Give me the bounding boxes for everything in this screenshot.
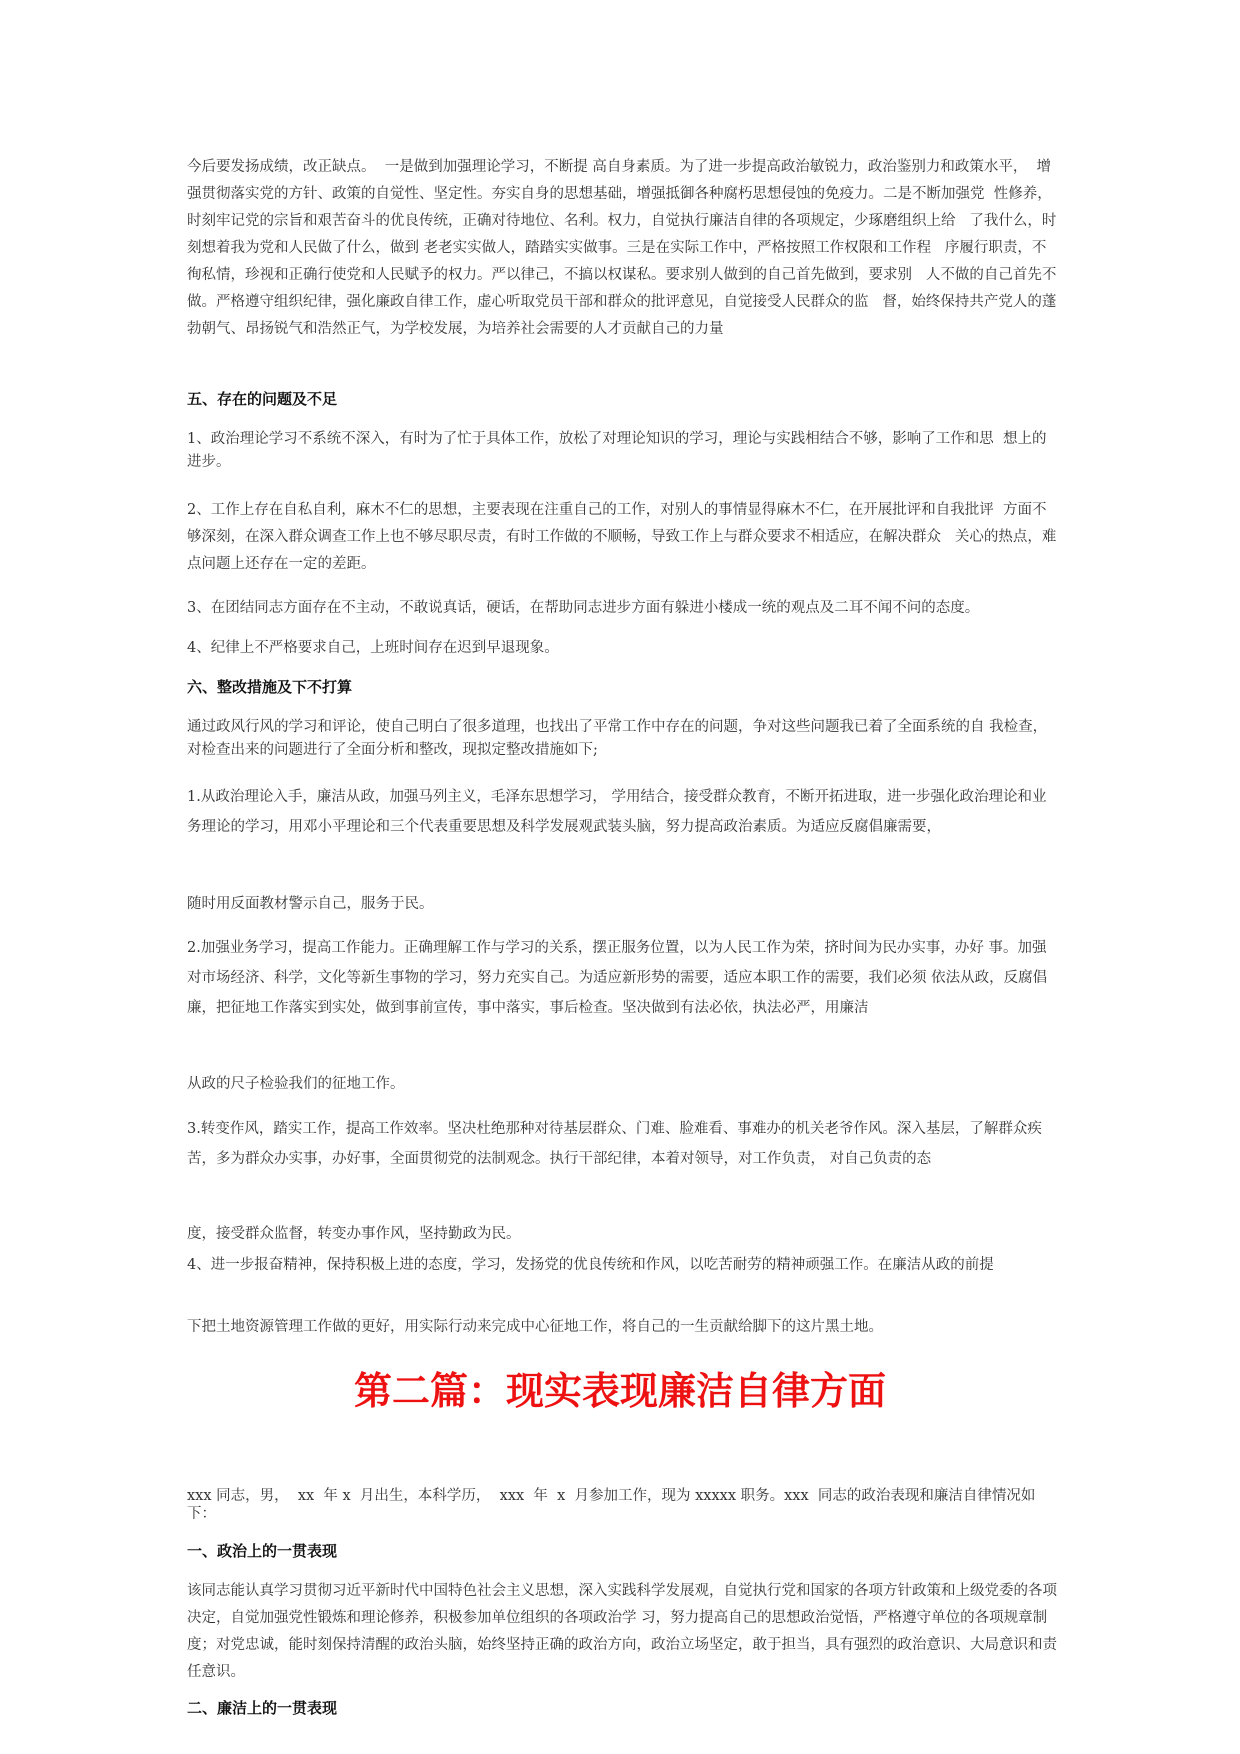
problem-item-1: 1、政治理论学习不系统不深入，有时为了忙于具体工作，放松了对理论知识的学习，理论与实践相结合不够，影响了工作和思 想上的进步。	[187, 431, 1047, 470]
political-performance-body: 该同志能认真学习贯彻习近平新时代中国特色社会主义思想，深入实践科学发展观，自觉执行党和国家的各项方针政策和上级党委的各项决定，自觉加强党性锻炼和理论修养，积极参加单位组织的各项政治学 习，努力提高自己的思想政治觉悟，严格遵守单位的各项规章制度；对党忠诚，能时刻保持清醒的政治头脑，始终坚持正确的政治方向，政治立场坚定，敢于担当，具有强烈的政治意识、大局意识和责任意识。	[187, 1583, 1057, 1680]
measure-4-continued: 下把土地资源管理工作做的更好，用实际行动来完成中心征地工作，将自己的一生贡献给脚下的这片黑土地。	[187, 1319, 883, 1335]
heading-problems: 五、存在的问题及不足	[187, 390, 338, 408]
problem-item-2: 2、工作上存在自私自利，麻木不仁的思想，主要表现在注重自己的工作，对别人的事情显得麻木不仁，在开展批评和自我批评 方面不够深刻，在深入群众调查工作上也不够尽职尽责，有时工作做的不顺畅，导致工作上与群众要求不相适应，在解决群众 关心的热点，难点问题上还存在一定的差距。	[187, 502, 1057, 572]
part-two-intro: xxx 同志，男， xx 年 x 月出生，本科学历， xxx 年 x 月参加工作，现为 xxxxx 职务。xxx 同志的政治表现和廉洁自律情况如下：	[187, 1488, 1036, 1522]
measures-intro: 通过政风行风的学习和评论，使自己明白了很多道理，也找出了平常工作中存在的问题，争对这些问题我已着了全面系统的自 我检查，对检查出来的问题进行了全面分析和整改，现拟定整改措施如下;	[187, 719, 1048, 758]
heading-integrity-performance: 二、廉洁上的一贯表现	[187, 1699, 338, 1717]
paragraph-improvement: 今后要发扬成绩，改正缺点。 一是做到加强理论学习，不断提 高自身素质。为了进一步提高政治敏锐力，政治鉴别力和政策水平， 增强贯彻落实党的方针、政策的自觉性、坚定性。夯实自身的思想基础，增强抵御各种腐朽思想侵蚀的免疫力。二是不断加强党 性修养，时刻牢记党的宗旨和艰苦奋斗的优良传统，正确对待地位、名利。权力，自觉执行廉洁自律的各项规定，少琢磨组织上给 了我什么，时刻想着我为党和人民做了什么，做到 老老实实做人，踏踏实实做事。三是在实际工作中，严格按照工作权限和工作程 序履行职责，不徇私情，珍视和正确行使党和人民赋予的权力。严以律己，不搞以权谋私。要求别人做到的自己首先做到，要求别 人不做的自己首先不做。严格遵守组织纪律，强化廉政自律工作，虚心听取党员干部和群众的批评意见，自觉接受人民群众的监 督，始终保持共产党人的蓬勃朝气、昂扬锐气和浩然正气，为学校发展，为培养社会需要的人才贡献自己的力量	[187, 159, 1057, 337]
problem-item-4: 4、纪律上不严格要求自己，上班时间存在迟到早退现象。	[187, 640, 559, 656]
heading-political-performance: 一、政治上的一贯表现	[187, 1542, 338, 1560]
part-two-title: 第二篇：现实表现廉洁自律方面	[353, 1369, 886, 1413]
measure-3-continued: 度，接受群众监督，转变办事作风，坚持勤政为民。	[187, 1226, 521, 1242]
measure-2: 2.加强业务学习，提高工作能力。正确理解工作与学习的关系，摆正服务位置，以为人民工作为荣，挤时间为民办实事，办好 事。加强对市场经济、科学，文化等新生事物的学习，努力充实自己。为适应新形势的需要，适应本职工作的需要，我们必须 依法从政，反腐倡廉，把征地工作落实到实处，做到事前宣传，事中落实，事后检查。坚决做到有法必依，执法必严，用廉洁	[187, 940, 1048, 1016]
measure-2-continued: 从政的尺子检验我们的征地工作。	[187, 1076, 405, 1092]
measure-1: 1.从政治理论入手，廉洁从政，加强马列主义，毛泽东思想学习， 学用结合，接受群众教育，不断开拓进取，进一步强化政治理论和业务理论的学习，用邓小平理论和三个代表重要思想及科学发展观武装头脑，努力提高政治素质。为适应反腐倡廉需要，	[187, 789, 1047, 835]
measure-3: 3.转变作风，踏实工作，提高工作效率。坚决杜绝那种对待基层群众、门难、脸难看、事难办的机关老爷作风。深入基层，了解群众疾苦，多为群众办实事，办好事，全面贯彻党的法制观念。执行干部纪律，本着对领导，对工作负责， 对自己负责的态	[187, 1121, 1042, 1167]
problem-item-3: 3、在团结同志方面存在不主动，不敢说真话，硬话，在帮助同志进步方面有躲进小楼成一统的观点及二耳不闻不问的态度。	[187, 600, 980, 616]
measure-1-continued: 随时用反面教材警示自己，服务于民。	[187, 896, 434, 912]
heading-measures: 六、整改措施及下不打算	[187, 678, 353, 696]
measure-4: 4、进一步报奋精神，保持积极上进的态度，学习，发扬党的优良传统和作风，以吃苦耐劳的精神顽强工作。在廉洁从政的前提	[187, 1257, 994, 1273]
